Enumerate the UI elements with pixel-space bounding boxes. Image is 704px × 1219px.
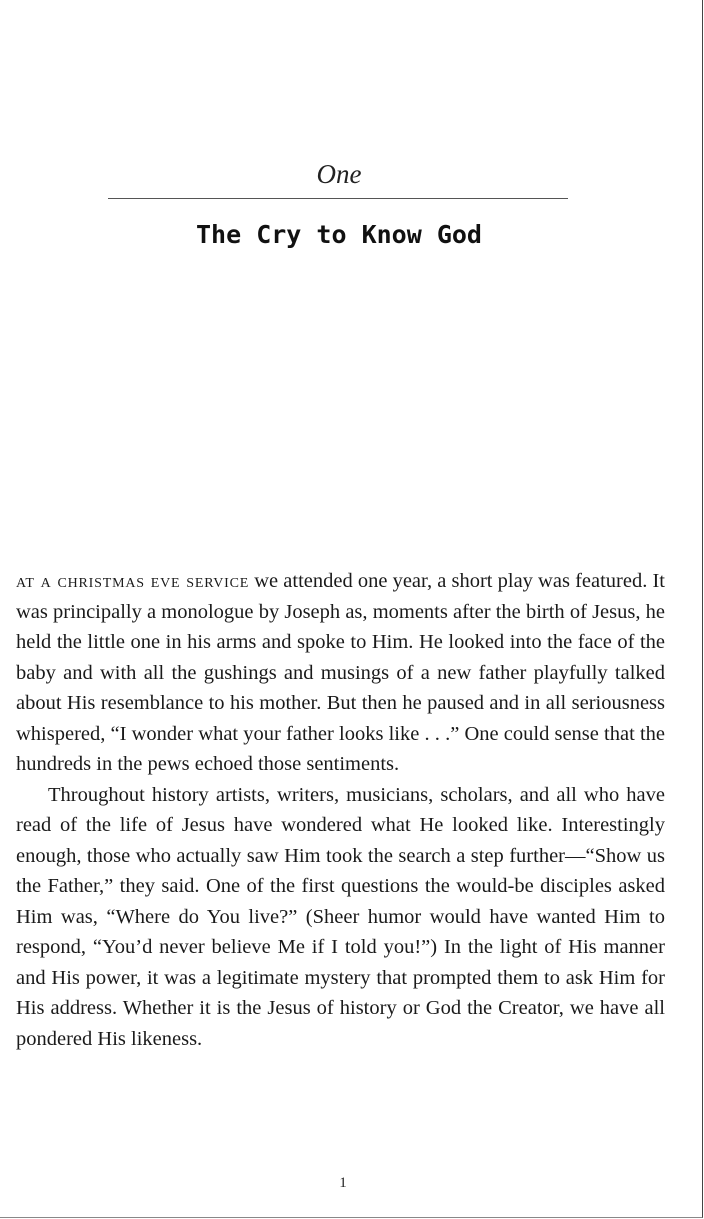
chapter-body [16, 566, 665, 1054]
chapter-number: One [316, 159, 362, 189]
paragraph-text: we attended one year, a short play was featured. It was principally a monologue by Joseph as, moments after the birth of Jesus, he held the little one in his arms and spoke to Him. He looked into the face of the baby and with all the gushings and musings of a new father playfully talked about His resemblance to his mother. But then he paused and in all seriousness whispered, “I wonder what your father looks like . . .” One could sense that the hundreds in the pews echoed those sentiments. [16, 570, 665, 775]
lead-in-smallcaps: at a christmas eve service [16, 570, 250, 592]
chapter-title: The Cry to Know God [196, 220, 482, 249]
paragraph [16, 780, 665, 1055]
paragraph [16, 566, 665, 780]
page-number: 1 [339, 1175, 347, 1191]
chapter-divider [108, 198, 568, 199]
paragraph-text: Throughout history artists, writers, musicians, scholars, and all who have read of the life of Jesus have wondered what He looked like. Interestingly enough, those who actually saw Him took the search a step further—“Show us the Father,” they said. One of the first questions the would-be disciples asked Him was, “Where do You live?” (Sheer humor would have wanted Him to respond, “You’d never believe Me if I told you!”) In the light of His manner and His power, it was a legitimate mystery that prompted them to ask Him for His address. Whether it is the Jesus of history or God the Creator, we have all pondered His likeness. [16, 783, 665, 1050]
